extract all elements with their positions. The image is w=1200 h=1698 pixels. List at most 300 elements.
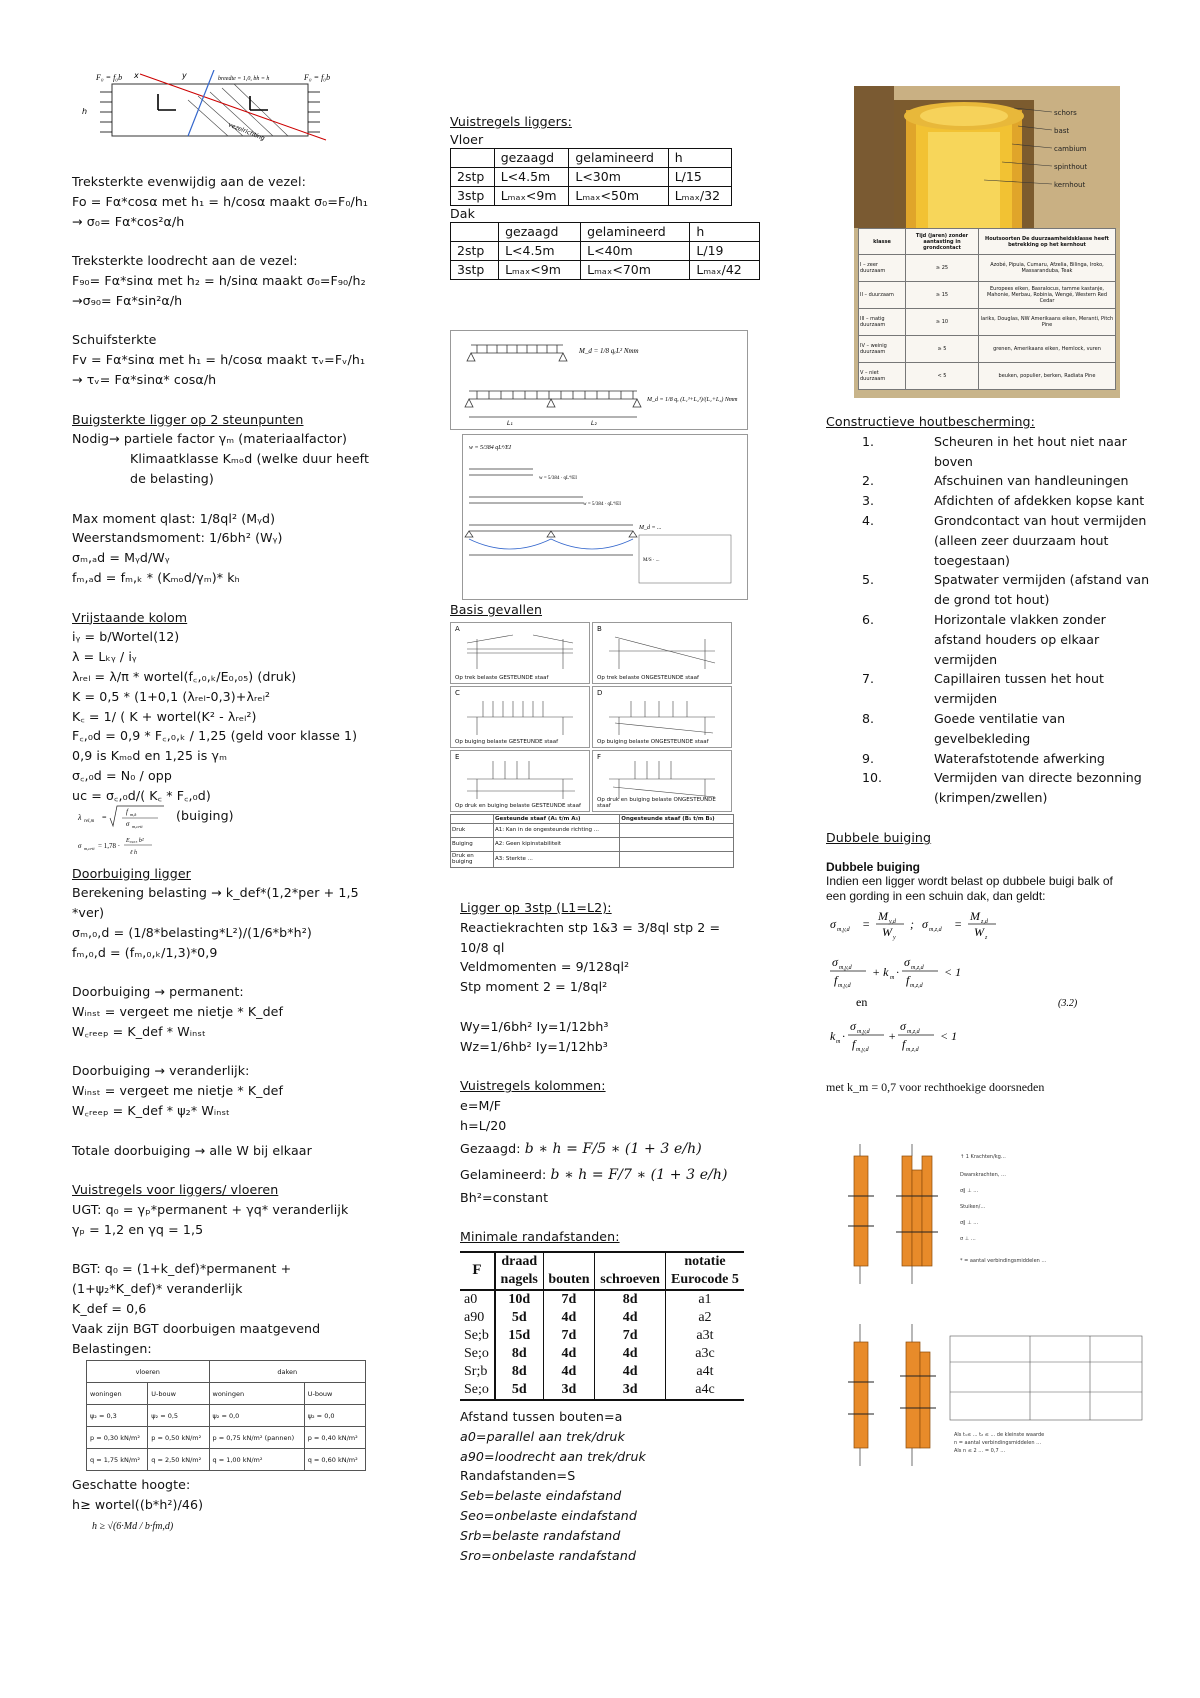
rand-row-label: a0 bbox=[460, 1290, 495, 1309]
rand-row-label: Se;b bbox=[460, 1327, 495, 1345]
svg-text:m,z,d: m,z,d bbox=[907, 1028, 920, 1035]
vuist-vloeren-line6: Vaak zijn BGT doorbuigen maatgevend bbox=[72, 1320, 321, 1336]
svg-text:·: · bbox=[896, 964, 899, 979]
hoogte-title: Geschatte hoogte: bbox=[72, 1477, 191, 1493]
list-item bbox=[826, 610, 1156, 669]
kolommen-gelamineerd bbox=[460, 1162, 770, 1188]
durability-table bbox=[858, 228, 1116, 390]
mini-head-2: Ongesteunde staaf (B₁ t/m B₃) bbox=[620, 814, 734, 823]
list-text: Afschuinen van handleuningen bbox=[934, 473, 1129, 489]
svg-text:f: f bbox=[834, 972, 838, 987]
list-num: 6. bbox=[862, 611, 875, 627]
rand-row-label: Sr;b bbox=[460, 1363, 495, 1381]
rand-cell: 7d bbox=[543, 1327, 595, 1345]
svg-text:Stuiken/…: Stuiken/… bbox=[960, 1204, 986, 1210]
l1-label: L₁ bbox=[507, 420, 513, 427]
kolom-line8: σ꜀,₀d = N₀ / opp bbox=[72, 767, 172, 783]
svg-text:σ: σ bbox=[126, 819, 130, 828]
doorbuiging-line4: fₘ,₀,d = (fₘ,₀,ₖ/1,3)*0,9 bbox=[72, 944, 218, 960]
dak-cell: Lₘₐₓ/42 bbox=[690, 260, 760, 279]
list-text: Horizontale vlakken zonder afstand houders op elkaar vermijden bbox=[934, 611, 1106, 667]
basis-cell bbox=[450, 686, 590, 748]
svg-text:M/S · ...: M/S · ... bbox=[643, 558, 660, 563]
dubbel-en: en bbox=[856, 994, 868, 1009]
list-item bbox=[826, 432, 1156, 472]
vloer-cell: Lₘₐₓ<9m bbox=[494, 186, 569, 205]
doorbuiging-perm-title: Doorbuiging → permanent: bbox=[72, 984, 244, 1000]
basis-cell-label: Op buiging belaste GESTEUNDE staaf bbox=[455, 738, 559, 745]
svg-text:=: = bbox=[862, 916, 871, 931]
w-formula: w = 5/384 qL⁴/EI bbox=[469, 445, 511, 451]
dur-cell: V – niet duurzaam bbox=[859, 363, 906, 390]
fiber-tension-diagram bbox=[78, 70, 350, 148]
vloer-cell: Lₘₐₓ<50m bbox=[569, 186, 668, 205]
svg-text:↑ 1 Krachten/kg…: ↑ 1 Krachten/kg… bbox=[960, 1154, 1006, 1160]
rand-cell: 5d bbox=[495, 1381, 543, 1400]
basis-cell bbox=[592, 686, 732, 748]
bel-cell: q = 1,75 kN/m² bbox=[87, 1449, 148, 1471]
bel-cell: p = 0,40 kN/m² bbox=[304, 1427, 365, 1449]
kolom-line7: 0,9 is Kₘₒd en 1,25 is γₘ bbox=[72, 748, 228, 764]
list-text: Scheuren in het hout niet naar boven bbox=[934, 433, 1127, 469]
basis-cell-sketch bbox=[453, 629, 589, 675]
rand-cell: a4t bbox=[696, 1363, 714, 1379]
list-text: Grondcontact van hout vermijden (alleen zeer duurzaam hout toegestaan) bbox=[934, 512, 1147, 568]
mini-row-text: A3: Sterkte ... bbox=[494, 851, 620, 867]
svg-text:w = 5/384 · qL⁴/EI: w = 5/384 · qL⁴/EI bbox=[539, 476, 577, 481]
svg-text:Als t₁≤ ... t₂ ≤ ... de kleins: Als t₁≤ ... t₂ ≤ ... de kleinste waarde bbox=[954, 1432, 1045, 1438]
tree-label-spinthout: spinthout bbox=[1054, 163, 1088, 171]
y-axis-label: y bbox=[182, 71, 187, 80]
vloer-cell: L/15 bbox=[668, 167, 731, 186]
beam-moment-diagram bbox=[450, 330, 748, 430]
x-axis-label: x bbox=[134, 71, 139, 80]
rand-cell: a3t bbox=[696, 1327, 714, 1343]
hoogte-line1: h≥ wortel((b*h²)/46) bbox=[72, 1497, 204, 1513]
svg-text:= 1,78 ·: = 1,78 · bbox=[98, 841, 121, 850]
tree-label-kernhout: kernhout bbox=[1054, 181, 1086, 189]
basis-cell-label: Op trek belaste GESTEUNDE staaf bbox=[455, 674, 549, 681]
drie-stp-line1: Reactiekrachten stp 1&3 = 3/8ql stp 2 = bbox=[460, 919, 721, 935]
drie-stp-line6: Wz=1/6hb² Iy=1/12hb³ bbox=[460, 1038, 608, 1054]
buig-line5: Weerstandsmoment: 1/6bh² (Wᵧ) bbox=[72, 530, 283, 546]
gezaagd-label: Gezaagd: bbox=[460, 1140, 521, 1156]
basis-cell-letter: A bbox=[455, 624, 460, 633]
vloer-table bbox=[450, 148, 732, 206]
list-item bbox=[826, 570, 1156, 610]
drie-stp-line4: Stp moment 2 = 1/8ql² bbox=[460, 979, 608, 995]
afstand-line6: Seo=onbelaste eindafstand bbox=[460, 1507, 637, 1523]
dak-label: Dak bbox=[450, 205, 476, 221]
svg-text:·: · bbox=[842, 1028, 845, 1043]
bel-cell: q = 2,50 kN/m² bbox=[148, 1449, 209, 1471]
vuist-vloeren-line1: UGT: q₀ = γₚ*permanent + γq* veranderlijk bbox=[72, 1202, 349, 1218]
list-text: Vermijden van directe bezonning (krimpen/zwellen) bbox=[934, 770, 1142, 806]
mini-row-text: A2: Geen kipinstabiliteit bbox=[494, 837, 620, 851]
basis-cell-letter: E bbox=[455, 752, 460, 761]
vuist-vloeren-line4: (1+ψ₂*K_def)* veranderlijk bbox=[72, 1281, 243, 1297]
basis-cell-sketch bbox=[453, 693, 589, 739]
breedte-label: breedte = 1,0, bh = h bbox=[218, 76, 270, 82]
buig-line2: Klimaatklasse Kₘₒd (welke duur heeft bbox=[130, 451, 370, 467]
svg-text:m: m bbox=[836, 1038, 841, 1045]
dak-table bbox=[450, 222, 760, 280]
svg-text:σ ⊥ …: σ ⊥ … bbox=[960, 1236, 976, 1242]
vloer-cell: 2stp bbox=[451, 167, 495, 186]
list-text: Spatwater vermijden (afstand van de grond tot hout) bbox=[934, 572, 1150, 608]
schuif-title: Schuifsterkte bbox=[72, 332, 157, 348]
rand-cell: 4d bbox=[595, 1345, 666, 1363]
lambda-formula-block bbox=[72, 806, 382, 864]
doorbuiging-perm-line1: Wᵢₙₛₜ = vergeet me nietje * K_def bbox=[72, 1004, 284, 1020]
m1-formula: M_d = 1/8 qₑL² Nmm bbox=[579, 347, 639, 355]
basis-grid bbox=[450, 622, 734, 812]
svg-text:f: f bbox=[906, 972, 910, 987]
afstand-line2: a0=parallel aan trek/druk bbox=[460, 1428, 625, 1444]
svg-text:m,k: m,k bbox=[130, 811, 137, 817]
rand-cell: 15d bbox=[495, 1327, 543, 1345]
vuist-vloeren-line7: Belastingen: bbox=[72, 1340, 152, 1356]
dur-cell: III – matig duurzaam bbox=[859, 309, 906, 336]
list-item bbox=[826, 709, 1156, 749]
vloer-cell: h bbox=[668, 148, 731, 167]
basis-title: Basis gevallen bbox=[450, 602, 543, 617]
kolom-line5: K꜀ = 1/ ( K + wortel(K² - λᵣₑₗ²) bbox=[72, 708, 257, 724]
gelamineerd-label: Gelamineerd: bbox=[460, 1166, 547, 1182]
bel-cell: ψ₂ = 0,5 bbox=[148, 1405, 209, 1427]
dur-head: Houtsoorten De duurzaamheidsklasse heeft betrekking op het kernhout bbox=[979, 229, 1116, 255]
svg-text:m,crit: m,crit bbox=[132, 823, 143, 829]
rand-cell: 3d bbox=[543, 1381, 595, 1400]
buig-line4: Max moment qlast: 1/8ql² (Mᵧd) bbox=[72, 510, 276, 526]
buig-line7: fₘ,ₐd = fₘ,ₖ * (Kₘₒd/γₘ)* kₕ bbox=[72, 569, 240, 585]
dak-cell bbox=[451, 222, 499, 241]
svg-text:Als n ≤ 2 … = 0,7 …: Als n ≤ 2 … = 0,7 … bbox=[954, 1448, 1006, 1454]
rand-row-label: a90 bbox=[460, 1309, 495, 1327]
doorbuiging-var-line2: W꜀ᵣₑₑₚ = K_def * ψ₂* Wᵢₙₛₜ bbox=[72, 1103, 230, 1119]
m-formula: M_d = ... bbox=[639, 525, 662, 531]
tree-durability-figure bbox=[854, 86, 1120, 398]
kolommen-line3: Bh²=constant bbox=[460, 1189, 549, 1205]
svg-text:n = aantal verbindingsmiddelen: n = aantal verbindingsmiddelen … bbox=[954, 1440, 1042, 1446]
list-num: 1. bbox=[862, 433, 875, 449]
dur-cell: ≥ 15 bbox=[906, 282, 979, 309]
kolom-buiging-label: (buiging) bbox=[176, 807, 234, 823]
buig-line1: Nodig→ partiele factor γₘ (materiaalfactor) bbox=[72, 431, 347, 447]
svg-text:ℓ h: ℓ h bbox=[130, 849, 137, 856]
mini-row-label: Druk en buiging bbox=[451, 851, 494, 867]
list-item bbox=[826, 749, 1156, 769]
rand-cell: a1 bbox=[698, 1291, 712, 1307]
rand-row-label: Se;o bbox=[460, 1381, 495, 1400]
svg-text:σ: σ bbox=[830, 916, 836, 931]
svg-text:σ: σ bbox=[922, 916, 928, 931]
vuist-vloeren-line3: BGT: q₀ = (1+k_def)*permanent + bbox=[72, 1261, 292, 1277]
bescherming-list bbox=[826, 432, 1156, 808]
doorbuiging-line1: Berekening belasting → k_def*(1,2*per + 1,5 bbox=[72, 885, 359, 901]
bel-cell: ψ₂ = 0,0 bbox=[209, 1405, 304, 1427]
doorbuiging-line2: *ver) bbox=[72, 905, 105, 921]
trek-evenwijdig-line2: → σ₀= Fα*cos²α/h bbox=[72, 213, 185, 229]
vuist-vloeren-line5: K_def = 0,6 bbox=[72, 1301, 147, 1317]
belastingen-table bbox=[86, 1360, 366, 1471]
svg-text:m,z,d: m,z,d bbox=[906, 1046, 919, 1053]
list-text: Waterafstotende afwerking bbox=[934, 750, 1105, 766]
rand-cell: 8d bbox=[495, 1345, 543, 1363]
rand-cell: 5d bbox=[495, 1309, 543, 1327]
dubbel-box-title: Dubbele buiging bbox=[826, 859, 920, 874]
rand-cell: 10d bbox=[495, 1290, 543, 1309]
list-item bbox=[826, 491, 1156, 511]
rand-cell: a2 bbox=[698, 1309, 712, 1325]
drie-stp-line5: Wy=1/6bh² Iy=1/12bh³ bbox=[460, 1018, 609, 1034]
rand-cell: 4d bbox=[543, 1363, 595, 1381]
basis-cell bbox=[592, 622, 732, 684]
l2-label: L₂ bbox=[591, 420, 597, 427]
svg-text:m,y,d: m,y,d bbox=[839, 964, 852, 971]
tree-cross-section bbox=[854, 86, 1120, 228]
gelamineerd-formula: b ∗ h = F/7 ∗ (1 + 3 e/h) bbox=[550, 1166, 728, 1183]
lambda-rel-formula bbox=[76, 804, 186, 860]
svg-text:< 1: < 1 bbox=[940, 1028, 958, 1043]
gezaagd-formula: b ∗ h = F/5 ∗ (1 + 3 e/h) bbox=[524, 1140, 702, 1157]
list-item bbox=[826, 471, 1156, 491]
doorbuiging-var-title: Doorbuiging → veranderlijk: bbox=[72, 1063, 250, 1079]
basis-cell-sketch bbox=[595, 693, 731, 739]
doorbuiging-line3: σₘ,₀,d = (1/8*belasting*L²)/(1/6*b*h²) bbox=[72, 924, 312, 940]
buig-line6: σₘ,ₐd = Mᵧd/Wᵧ bbox=[72, 550, 170, 566]
list-num: 9. bbox=[862, 750, 875, 766]
dak-cell: gezaagd bbox=[499, 222, 581, 241]
trek-loodrecht-line2: →σ₉₀= Fα*sin²α/h bbox=[72, 292, 183, 308]
list-text: Goede ventilatie van gevelbekleding bbox=[934, 710, 1066, 746]
svg-text:< 1: < 1 bbox=[944, 964, 962, 979]
svg-text:m,y,d: m,y,d bbox=[856, 1046, 869, 1053]
h-label: h bbox=[82, 107, 88, 116]
dubbel-box-text: Indien een ligger wordt belast op dubbele buigi balk of een gording in een schuin dak, dan geldt: bbox=[826, 873, 1113, 903]
afstand-line8: Sro=onbelaste randafstand bbox=[460, 1547, 637, 1563]
kolom-line4: K = 0,5 * (1+0,1 (λᵣₑₗ-0,3)+λᵣₑₗ² bbox=[72, 688, 271, 704]
bel-sub-2: U-bouw bbox=[148, 1383, 209, 1405]
rand-head-f: F bbox=[460, 1252, 495, 1290]
m2-formula: M_d = 1/8 qₑ (L₁³+L₂³)/(L₁+L₂) Nmm bbox=[647, 397, 738, 403]
svg-text:=: = bbox=[954, 916, 963, 931]
afstand-line7: Srb=belaste randafstand bbox=[460, 1527, 621, 1543]
drie-stp-title: Ligger op 3stp (L1=L2): bbox=[460, 900, 612, 915]
dak-cell: 3stp bbox=[451, 260, 499, 279]
dur-cell: IV – weinig duurzaam bbox=[859, 336, 906, 363]
rand-cell: 7d bbox=[543, 1290, 595, 1309]
beam-deflection-diagram bbox=[462, 434, 748, 600]
schuif-line2: → τᵥ= Fα*sinα* cosα/h bbox=[72, 371, 217, 387]
svg-text:σ: σ bbox=[900, 1018, 906, 1033]
afstand-line5: Seb=belaste eindafstand bbox=[460, 1488, 622, 1504]
mini-row-label: Buiging bbox=[451, 837, 494, 851]
dubbel-eqnum: (3.2) bbox=[1058, 997, 1078, 1009]
rand-head-schroeven: schroeven bbox=[595, 1271, 666, 1290]
list-text: Capillairen tussen het hout vermijden bbox=[934, 671, 1104, 707]
list-num: 4. bbox=[862, 512, 875, 528]
dur-cell: < 5 bbox=[906, 363, 979, 390]
svg-text:=: = bbox=[102, 812, 107, 822]
dur-cell: ≥ 10 bbox=[906, 309, 979, 336]
tree-label-cambium: cambium bbox=[1054, 145, 1087, 153]
basis-cell-letter: C bbox=[455, 688, 460, 697]
svg-text:σ: σ bbox=[904, 954, 910, 969]
vloer-cell: L<30m bbox=[569, 167, 668, 186]
svg-text:z: z bbox=[985, 934, 988, 941]
vuist-vloeren-line2: γₚ = 1,2 en γq = 1,5 bbox=[72, 1221, 204, 1237]
bel-sub-3: woningen bbox=[209, 1383, 304, 1405]
bel-head-vloeren: vloeren bbox=[87, 1361, 210, 1383]
list-num: 3. bbox=[862, 493, 875, 509]
drie-stp-line3: Veldmomenten = 9/128ql² bbox=[460, 959, 630, 975]
rand-cell: 8d bbox=[595, 1290, 666, 1309]
dur-cell: Europees eiken, Basralocus, tamme kastanje, Mahonie, Merbau, Robinia, Wengé, Western Red Cedar bbox=[979, 282, 1116, 309]
svg-text:z,d: z,d bbox=[981, 918, 988, 925]
kolom-title: Vrijstaande kolom bbox=[72, 609, 188, 625]
svg-text:σ: σ bbox=[832, 954, 838, 969]
bel-cell: p = 0,50 kN/m² bbox=[148, 1427, 209, 1449]
dur-head: Tijd (jaren) zonder aantasting in grondcontact bbox=[906, 229, 979, 255]
svg-text:σ: σ bbox=[850, 1018, 856, 1033]
basis-cell-sketch bbox=[453, 757, 589, 803]
rand-cell: 4d bbox=[595, 1363, 666, 1381]
svg-text:m: m bbox=[890, 974, 895, 981]
vezelrichting-label: vezelrichting bbox=[227, 121, 266, 143]
bel-cell: q = 1,00 kN/m² bbox=[209, 1449, 304, 1471]
basis-cell-label: Op druk en buiging belaste ONGESTEUNDE staaf bbox=[597, 796, 716, 809]
dubbel-box bbox=[826, 860, 1116, 1095]
kolom-line1: iᵧ = b/Wortel(12) bbox=[72, 629, 180, 645]
svg-text:λ: λ bbox=[78, 812, 82, 822]
afstand-line3: a90=loodrecht aan trek/druk bbox=[460, 1448, 646, 1464]
rand-head-eurocode: Eurocode 5 bbox=[671, 1271, 739, 1287]
basis-cell bbox=[450, 622, 590, 684]
rand-row-label: Se;o bbox=[460, 1345, 495, 1363]
svg-text:M: M bbox=[970, 908, 980, 923]
svg-text:m,z,d: m,z,d bbox=[929, 926, 942, 933]
svg-text:f: f bbox=[902, 1036, 906, 1051]
dur-cell: lariks, Douglas, NW Amerikaans eiken, Meranti, Pitch Pine bbox=[979, 309, 1116, 336]
dubbel-met: met k_m = 0,7 voor rechthoekige doorsneden bbox=[826, 1079, 1045, 1094]
rand-cell: 3d bbox=[595, 1381, 666, 1400]
mini-head-1: Gesteunde staaf (A₁ t/m A₃) bbox=[494, 814, 620, 823]
svg-text:f: f bbox=[126, 807, 128, 816]
svg-text:m,z,d: m,z,d bbox=[910, 982, 923, 989]
svg-text:σ∥ ⊥ …: σ∥ ⊥ … bbox=[960, 1220, 979, 1226]
doorbuiging-var-line1: Wᵢₙₛₜ = vergeet me nietje * K_def bbox=[72, 1083, 284, 1099]
svg-text:m,z,d: m,z,d bbox=[911, 964, 924, 971]
svg-text:+: + bbox=[888, 1028, 897, 1043]
svg-text:w = 5/384 · qL⁴/EI: w = 5/384 · qL⁴/EI bbox=[583, 502, 621, 507]
hoogte-formula: h ≥ √(6·Md / b·fm,d) bbox=[92, 1521, 174, 1533]
dak-cell: L<40m bbox=[581, 241, 690, 260]
svg-text:σ: σ bbox=[78, 841, 82, 850]
kolommen-gezaagd bbox=[460, 1136, 770, 1162]
svg-text:M: M bbox=[878, 908, 888, 923]
rand-cell: a4c bbox=[695, 1381, 715, 1397]
vloer-cell: L<4.5m bbox=[494, 167, 569, 186]
dur-cell: ≥ 25 bbox=[906, 255, 979, 282]
rand-head-nagels: nagels bbox=[495, 1271, 543, 1290]
dubbel-title: Dubbele buiging bbox=[826, 829, 932, 845]
svg-text:σ∥ ⊥ …: σ∥ ⊥ … bbox=[960, 1188, 979, 1194]
dubbel-formulas bbox=[826, 904, 1116, 1072]
connection-drawings bbox=[840, 1136, 1150, 1476]
trek-evenwijdig-title: Treksterkte evenwijdig aan de vezel: bbox=[72, 174, 306, 189]
vloer-cell: 3stp bbox=[451, 186, 495, 205]
bel-cell: p = 0,30 kN/m² bbox=[87, 1427, 148, 1449]
svg-text:W: W bbox=[882, 924, 892, 939]
svg-text:m,y,d: m,y,d bbox=[838, 982, 851, 989]
dak-cell: Lₘₐₓ<70m bbox=[581, 260, 690, 279]
bel-sub-1: woningen bbox=[87, 1383, 148, 1405]
kolommen-title: Vuistregels kolommen: bbox=[460, 1078, 606, 1094]
basis-cell-letter: D bbox=[597, 688, 603, 697]
svg-text:m,y,d: m,y,d bbox=[837, 926, 850, 933]
drie-stp-line2: 10/8 ql bbox=[460, 939, 505, 955]
dur-cell: Azobé, Pipuia, Cumaru, Afzelia, Bilinga, Iroko, Massaranduba, Teak bbox=[979, 255, 1116, 282]
kolom-line3: λᵣₑₗ = λ/π * wortel(f꜀,₀,ₖ/E₀,₀₅) (druk) bbox=[72, 668, 297, 684]
bel-cell: ψ₂ = 0,0 bbox=[304, 1405, 365, 1427]
basis-mini-table bbox=[450, 814, 734, 868]
rand-head-notatie: notatie bbox=[684, 1253, 726, 1269]
svg-text:W: W bbox=[974, 924, 984, 939]
afstand-line1: Afstand tussen bouten=a bbox=[460, 1408, 623, 1424]
basis-cell-sketch bbox=[595, 629, 731, 675]
rand-cell: 4d bbox=[595, 1309, 666, 1327]
bel-sub-4: U-bouw bbox=[304, 1383, 365, 1405]
vloer-cell bbox=[451, 148, 495, 167]
belastingen-table-wrap bbox=[86, 1360, 366, 1471]
list-text: Afdichten of afdekken kopse kant bbox=[934, 493, 1145, 509]
schuif-line1: Fv = Fα*sinα met h₁ = h/cosα maakt τᵥ=Fᵥ/h₁ bbox=[72, 352, 366, 368]
rand-head-draad: draad bbox=[495, 1252, 543, 1271]
kolommen-line1: e=M/F bbox=[460, 1097, 502, 1113]
buig-title: Buigsterkte ligger op 2 steunpunten bbox=[72, 411, 304, 427]
kolom-line9: uc = σ꜀,₀d/( K꜀ * F꜀,₀d) bbox=[72, 787, 211, 803]
svg-text:f: f bbox=[852, 1036, 856, 1051]
vloer-cell: Lₘₐₓ/32 bbox=[668, 186, 731, 205]
basis-cell-label: Op druk en buiging belaste GESTEUNDE staaf bbox=[455, 802, 581, 809]
tree-label-schors: schors bbox=[1054, 109, 1077, 117]
dak-cell: L<4.5m bbox=[499, 241, 581, 260]
rand-cell: a3c bbox=[695, 1345, 715, 1361]
basis-cell-label: Op buiging belaste ONGESTEUNDE staaf bbox=[597, 738, 709, 745]
doorbuiging-total: Totale doorbuiging → alle W bij elkaar bbox=[72, 1142, 312, 1158]
list-item bbox=[826, 768, 1156, 808]
vloer-cell: gezaagd bbox=[494, 148, 569, 167]
dak-cell: gelamineerd bbox=[581, 222, 690, 241]
dur-head: klasse bbox=[859, 229, 906, 255]
svg-text:+ k: + k bbox=[872, 964, 889, 979]
basis-cell-label: Op trek belaste ONGESTEUNDE staaf bbox=[597, 674, 699, 681]
rand-cell: 8d bbox=[495, 1363, 543, 1381]
basis-cell bbox=[450, 750, 590, 812]
bel-cell: q = 0,60 kN/m² bbox=[304, 1449, 365, 1471]
list-num: 10. bbox=[862, 770, 883, 786]
kolom-line2: λ = Lₖᵧ / iᵧ bbox=[72, 649, 137, 665]
svg-text:m,crit: m,crit bbox=[84, 845, 95, 851]
dur-cell: I – zeer duurzaam bbox=[859, 255, 906, 282]
vloer-label: Vloer bbox=[450, 131, 484, 147]
svg-text:k: k bbox=[830, 1028, 836, 1043]
dak-cell: L/19 bbox=[690, 241, 760, 260]
dak-cell: h bbox=[690, 222, 760, 241]
svg-text:y: y bbox=[893, 934, 896, 941]
bel-cell: p = 0,75 kN/m² (pannen) bbox=[209, 1427, 304, 1449]
